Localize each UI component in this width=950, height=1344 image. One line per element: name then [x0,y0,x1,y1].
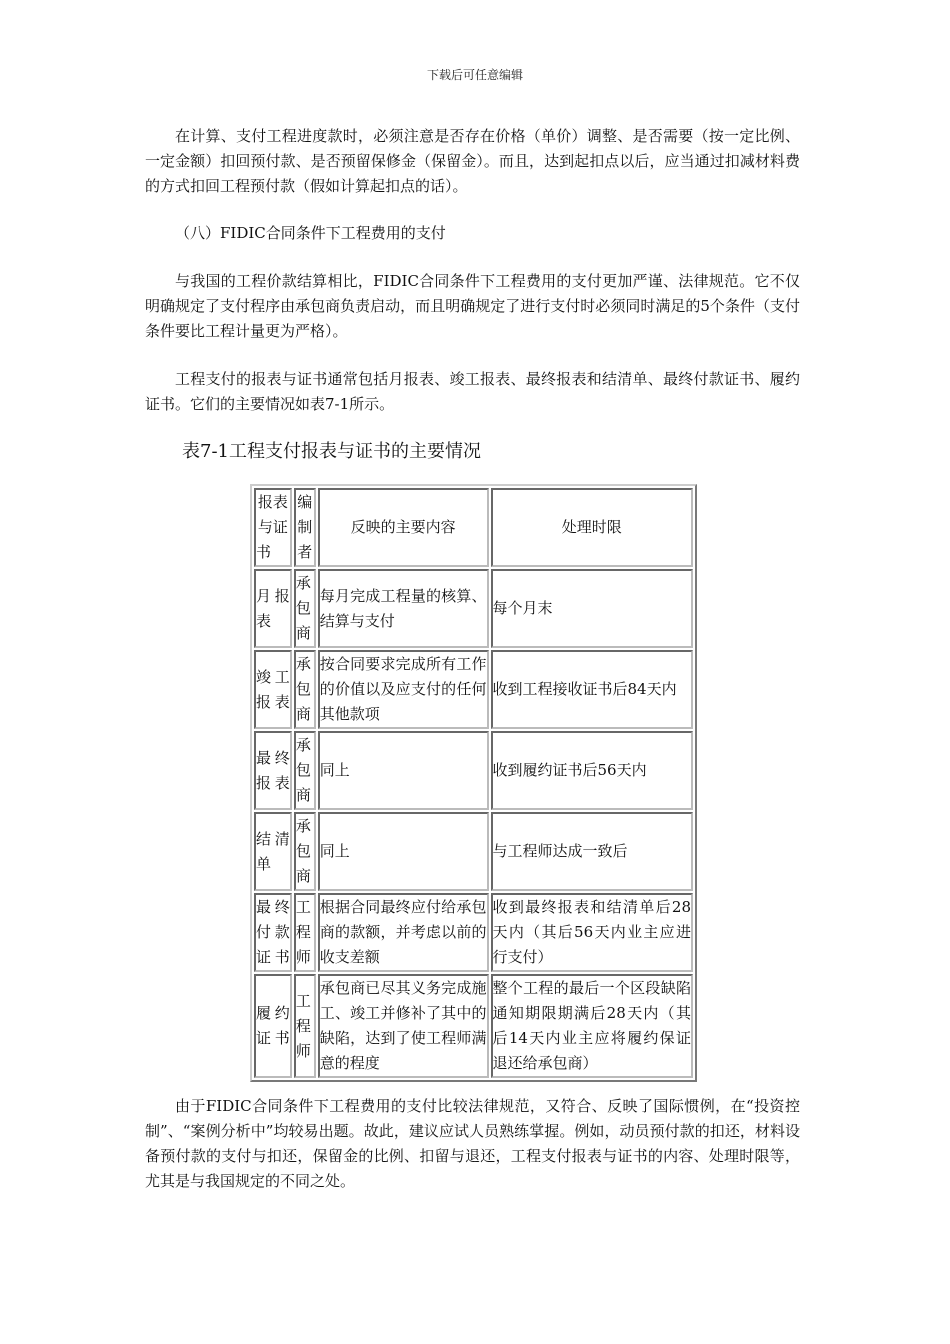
cell-content: 同上 [318,812,489,891]
cell-content: 承包商已尽其义务完成施工、竣工并修补了其中的缺陷，达到了使工程师满意的程度 [318,974,489,1078]
table-row [254,731,693,810]
cell-content: 同上 [318,731,489,810]
table-row [254,569,693,648]
table-row [254,893,693,972]
cell-doc: 履约证书 [254,974,292,1078]
cell-author: 工程师 [294,974,316,1078]
header-cell-deadline: 处理时限 [491,488,693,567]
table-row [254,974,693,1078]
paragraph-progress-payment: 在计算、支付工程进度款时，必须注意是否存在价格（单价）调整、是否需要（按一定比例、一定金额）扣回预付款、是否预留保修金（保留金）。而且，达到起扣点以后，应当通过扣减材料费的方式扣回工程预付款（假如计算起扣点的话）。 [145,127,800,195]
table-header-row [254,488,693,567]
cell-doc: 最终报表 [254,731,292,810]
header-cell-doc: 报表与证书 [254,488,292,567]
payment-statements-table [250,484,697,1082]
cell-deadline: 整个工程的最后一个区段缺陷通知期限期满后28天内（其后14天内业主应将履约保证退还给承包商） [491,974,693,1078]
cell-content: 按合同要求完成所有工作的价值以及应支付的任何其他款项 [318,650,489,729]
cell-author: 承包商 [294,569,316,648]
header-cell-content: 反映的主要内容 [318,488,489,567]
table-caption: 表7-1工程支付报表与证书的主要情况 [182,441,481,462]
cell-doc: 月报表 [254,569,292,648]
table-row [254,650,693,729]
cell-content: 每月完成工程量的核算、结算与支付 [318,569,489,648]
cell-deadline: 收到工程接收证书后84天内 [491,650,693,729]
paragraph-summary: 由于FIDIC合同条件下工程费用的支付比较法律规范，又符合、反映了国际惯例，在“投资控制”、“案例分析中”均较易出题。故此，建议应试人员熟练掌握。例如，动员预付款的扣还，材料设备预付款的支付与扣还，保留金的比例、扣留与退还，工程支付报表与证书的内容、处理时限等，尤其是与我国规定的不同之处。 [145,1097,800,1190]
cell-content: 根据合同最终应付给承包商的款额，并考虑以前的收支差额 [318,893,489,972]
cell-doc: 竣工报表 [254,650,292,729]
cell-deadline: 每个月末 [491,569,693,648]
cell-author: 工程师 [294,893,316,972]
header-cell-author: 编制者 [294,488,316,567]
cell-author: 承包商 [294,650,316,729]
section-heading-fidic-payment: （八）FIDIC合同条件下工程费用的支付 [175,224,446,242]
page-header-note: 下载后可任意编辑 [426,68,523,82]
cell-doc: 最终付款证书 [254,893,292,972]
cell-author: 承包商 [294,731,316,810]
cell-author: 承包商 [294,812,316,891]
paragraph-fidic-comparison: 与我国的工程价款结算相比，FIDIC合同条件下工程费用的支付更加严谨、法律规范。它不仅明确规定了支付程序由承包商负责启动，而且明确规定了进行支付时必须同时满足的5个条件（支付条件要比工程计量更为严格）。 [145,272,800,340]
paragraph-statements-certificates: 工程支付的报表与证书通常包括月报表、竣工报表、最终报表和结清单、最终付款证书、履约证书。它们的主要情况如表7-1所示。 [145,370,800,413]
cell-deadline: 收到最终报表和结清单后28天内（其后56天内业主应进行支付） [491,893,693,972]
table-row [254,812,693,891]
cell-doc: 结清单 [254,812,292,891]
cell-deadline: 收到履约证书后56天内 [491,731,693,810]
cell-deadline: 与工程师达成一致后 [491,812,693,891]
